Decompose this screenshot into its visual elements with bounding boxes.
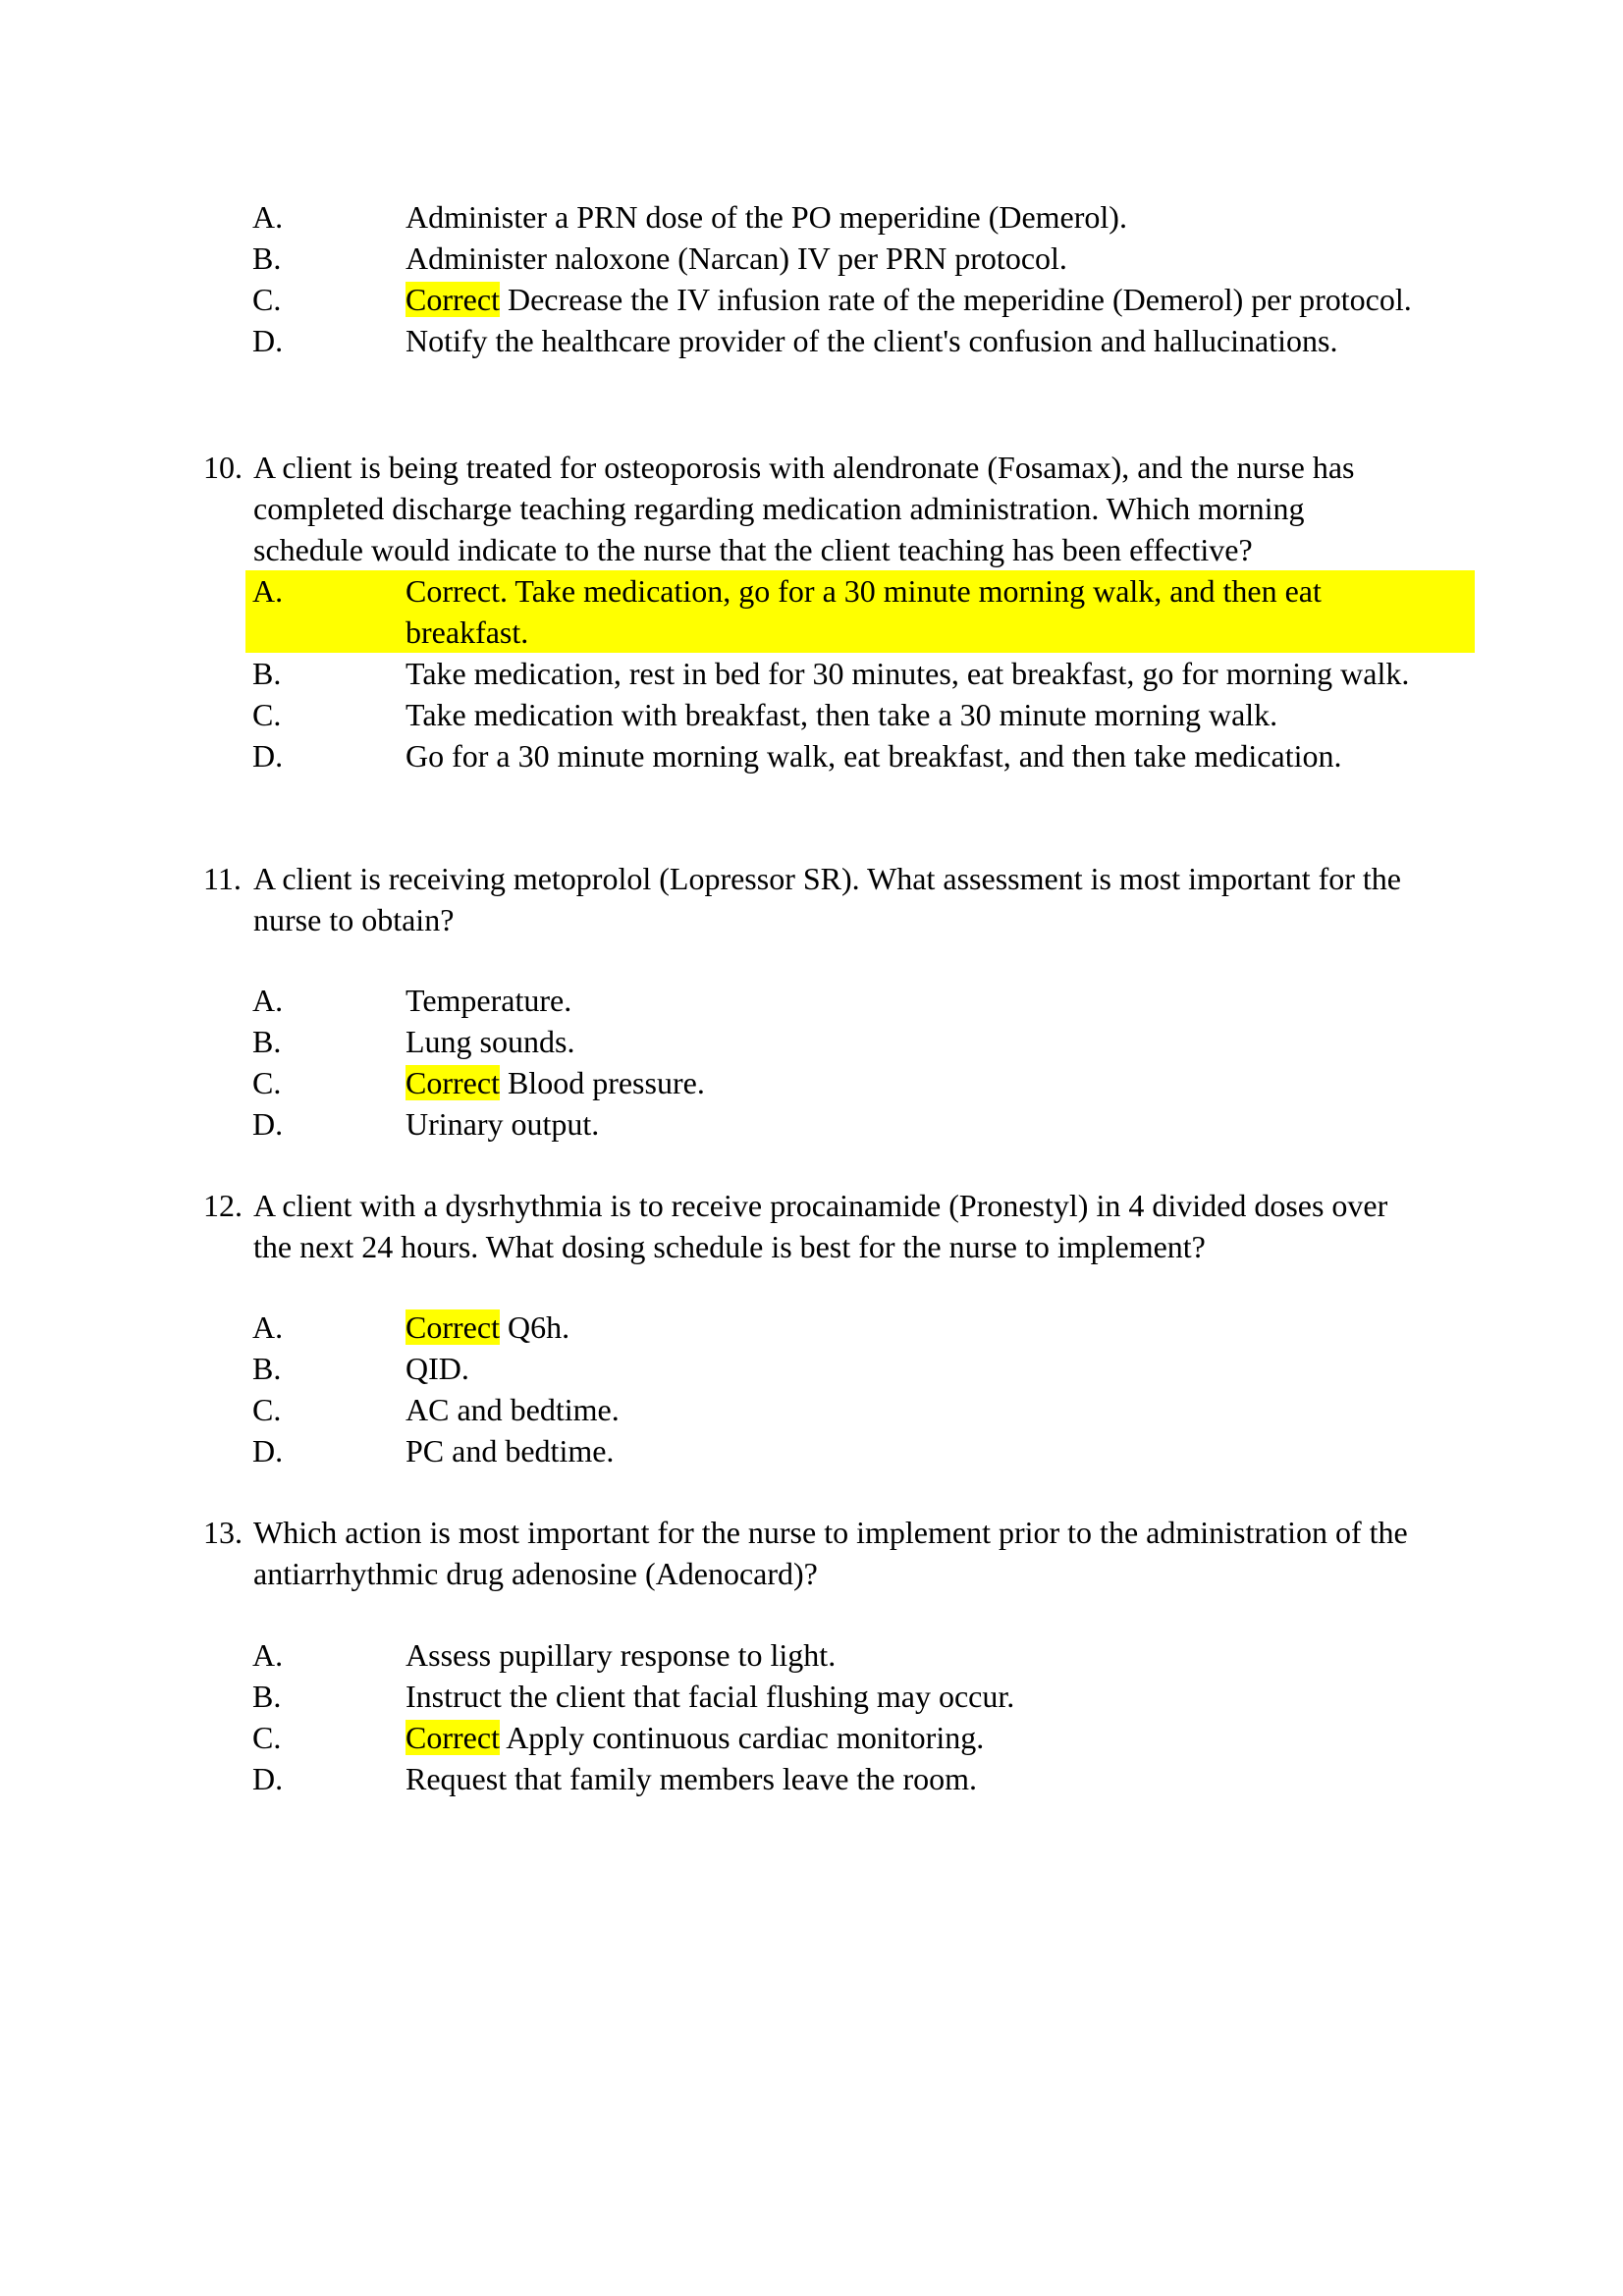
- correct-highlight: Correct: [406, 1309, 500, 1345]
- option-text: [406, 1307, 569, 1348]
- question-stem-line: [0, 1512, 1623, 1553]
- option-row: [0, 1062, 1623, 1103]
- option-letter: D.: [252, 1433, 284, 1468]
- option-text: QID.: [406, 1351, 469, 1386]
- correct-highlight: Correct: [406, 1720, 500, 1755]
- option-letter: B.: [252, 240, 282, 276]
- question-text: Which action is most important for the nurse to implement prior to the administration of the: [253, 1515, 1408, 1550]
- option-row: [0, 1103, 1623, 1145]
- option-text: [406, 1717, 984, 1758]
- question-text: nurse to obtain?: [253, 902, 455, 937]
- option-letter: A.: [252, 983, 284, 1018]
- question-text: A client is being treated for osteoporosis with alendronate (Fosamax), and the nurse has: [253, 450, 1355, 485]
- option-row: [0, 238, 1623, 279]
- option-letter: C.: [252, 1392, 282, 1427]
- correct-highlight: Correct: [406, 282, 500, 317]
- question-13: [0, 1512, 1623, 1594]
- option-row: [0, 196, 1623, 238]
- option-letter: B.: [252, 656, 282, 691]
- option-text: [406, 279, 1412, 320]
- option-row: [0, 1021, 1623, 1062]
- option-text-line-2: breakfast.: [406, 614, 529, 650]
- question-number: 12.: [203, 1188, 243, 1223]
- option-letter: C.: [252, 697, 282, 732]
- question-text: A client with a dysrhythmia is to receive procainamide (Pronestyl) in 4 divided doses over: [253, 1188, 1388, 1223]
- question-stem-line: [0, 447, 1623, 488]
- question-number: 11.: [203, 861, 242, 896]
- option-row: [0, 279, 1623, 320]
- option-text: Administer a PRN dose of the PO meperidine (Demerol).: [406, 199, 1127, 235]
- question-stem-line: [0, 1185, 1623, 1226]
- option-row: [0, 694, 1623, 735]
- question-12-options: [0, 1307, 1623, 1471]
- option-text: Temperature.: [406, 983, 572, 1018]
- option-text: Request that family members leave the room.: [406, 1761, 978, 1796]
- question-11: [0, 858, 1623, 940]
- option-text: Take medication, rest in bed for 30 minutes, eat breakfast, go for morning walk.: [406, 656, 1410, 691]
- option-row: [0, 1758, 1623, 1799]
- option-letter: D.: [252, 1761, 284, 1796]
- option-text-rest: Blood pressure.: [499, 1065, 705, 1100]
- option-text: Notify the healthcare provider of the client's confusion and hallucinations.: [406, 323, 1338, 358]
- question-number: 10.: [203, 450, 243, 485]
- question-13-options: [0, 1634, 1623, 1799]
- question-stem-line: [0, 1226, 1623, 1267]
- option-text: Urinary output.: [406, 1106, 600, 1142]
- question-10: [0, 447, 1623, 776]
- option-text: Administer naloxone (Narcan) IV per PRN protocol.: [406, 240, 1067, 276]
- question-stem-line: [0, 529, 1623, 570]
- option-text-rest: Apply continuous cardiac monitoring.: [499, 1720, 985, 1755]
- option-row: [0, 1676, 1623, 1717]
- option-text: [406, 1062, 705, 1103]
- option-letter: A.: [252, 573, 284, 609]
- option-row: [0, 1634, 1623, 1676]
- option-row: [0, 1389, 1623, 1430]
- option-text: Assess pupillary response to light.: [406, 1637, 837, 1673]
- option-letter: B.: [252, 1679, 282, 1714]
- option-row: [0, 1348, 1623, 1389]
- option-letter: C.: [252, 282, 282, 317]
- option-row: [0, 653, 1623, 694]
- option-letter: A.: [252, 199, 284, 235]
- correct-highlight: Correct: [406, 1065, 500, 1100]
- option-text-line-1: Correct. Take medication, go for a 30 minute morning walk, and then eat: [406, 573, 1322, 609]
- option-letter: B.: [252, 1024, 282, 1059]
- question-text: A client is receiving metoprolol (Lopressor SR). What assessment is most important for the: [253, 861, 1401, 896]
- option-text: PC and bedtime.: [406, 1433, 615, 1468]
- option-text-rest: Decrease the IV infusion rate of the meperidine (Demerol) per protocol.: [499, 282, 1412, 317]
- option-letter: D.: [252, 1106, 284, 1142]
- question-text: antiarrhythmic drug adenosine (Adenocard)?: [253, 1556, 818, 1591]
- option-letter: D.: [252, 323, 284, 358]
- question-text: the next 24 hours. What dosing schedule is best for the nurse to implement?: [253, 1229, 1206, 1264]
- option-text-rest: Q6h.: [499, 1309, 570, 1345]
- question-stem-line: [0, 1553, 1623, 1594]
- option-text: Go for a 30 minute morning walk, eat breakfast, and then take medication.: [406, 738, 1342, 774]
- option-row-correct: [0, 570, 1623, 653]
- question-stem-line: [0, 899, 1623, 940]
- option-text: AC and bedtime.: [406, 1392, 620, 1427]
- question-stem-line: [0, 858, 1623, 899]
- option-row: [0, 1430, 1623, 1471]
- option-letter: A.: [252, 1309, 284, 1345]
- question-12: [0, 1185, 1623, 1267]
- option-letter: C.: [252, 1720, 282, 1755]
- option-letter: B.: [252, 1351, 282, 1386]
- option-row: [0, 320, 1623, 361]
- question-stem-line: [0, 488, 1623, 529]
- option-row: [0, 1717, 1623, 1758]
- option-letter: A.: [252, 1637, 284, 1673]
- question-9-options: [0, 196, 1623, 361]
- option-text: Take medication with breakfast, then take a 30 minute morning walk.: [406, 697, 1278, 732]
- option-letter: C.: [252, 1065, 282, 1100]
- question-text: schedule would indicate to the nurse that the client teaching has been effective?: [253, 532, 1253, 567]
- question-number: 13.: [203, 1515, 243, 1550]
- option-text: Instruct the client that facial flushing may occur.: [406, 1679, 1015, 1714]
- option-letter: D.: [252, 738, 284, 774]
- question-text: completed discharge teaching regarding medication administration. Which morning: [253, 491, 1305, 526]
- option-row: [0, 735, 1623, 776]
- question-11-options: [0, 980, 1623, 1145]
- option-row: [0, 980, 1623, 1021]
- option-text: Lung sounds.: [406, 1024, 575, 1059]
- option-row: [0, 1307, 1623, 1348]
